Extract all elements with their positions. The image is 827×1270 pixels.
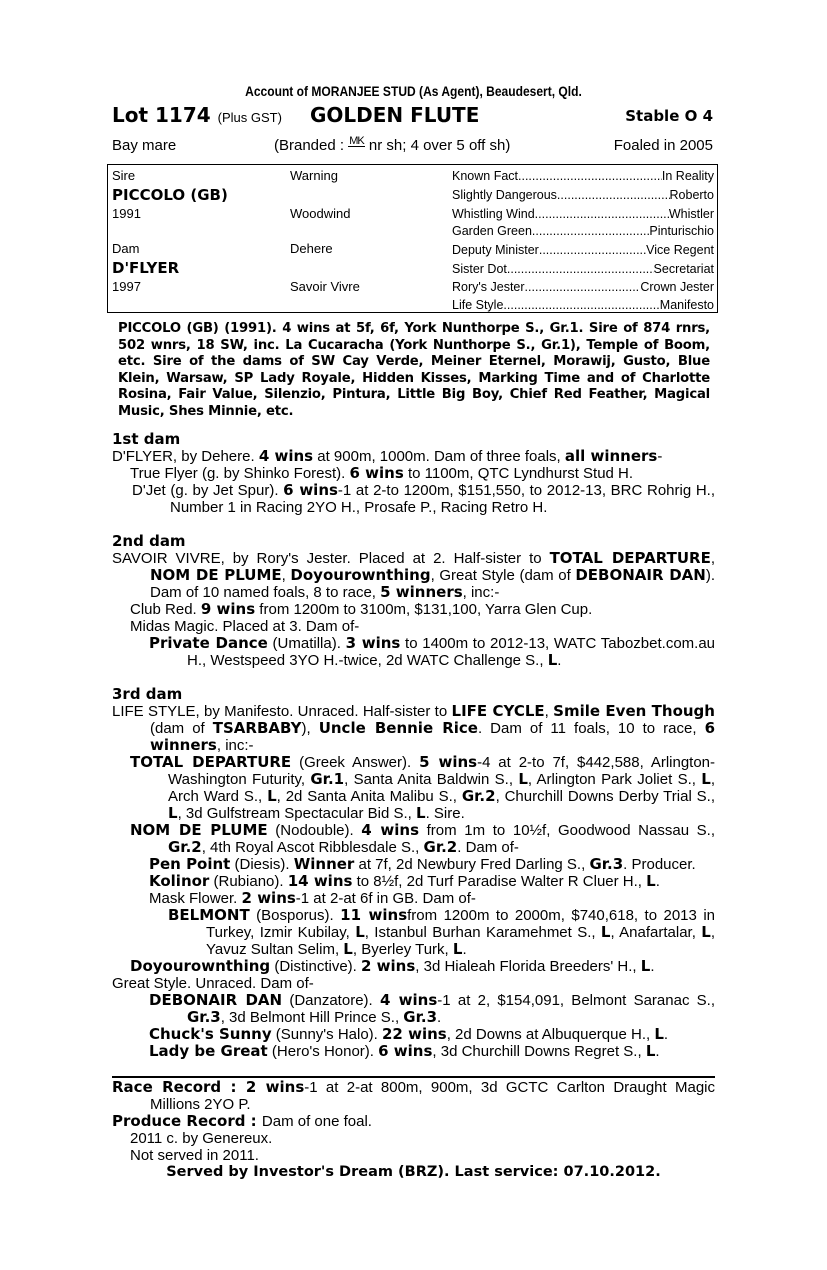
- progeny-entry: [149, 873, 715, 890]
- bold-text: BELMONT: [168, 906, 250, 924]
- bold-text: Gr.3: [403, 1008, 438, 1026]
- foaled-year: Foaled in 2005: [613, 137, 713, 154]
- bold-text: 4 wins: [379, 991, 438, 1009]
- bold-text: 22 wins: [382, 1025, 447, 1043]
- progeny-entry: [149, 635, 715, 669]
- text: D'Jet (g. by Jet Spur).: [132, 482, 284, 499]
- text: , 3d Hialeah Florida Breeders' H.,: [415, 958, 641, 975]
- bold-text: TOTAL DEPARTURE: [549, 549, 711, 567]
- bold-text: L: [654, 1025, 664, 1043]
- text: (Nodouble).: [267, 822, 362, 839]
- text: to 1400m to 2012-13, WATC Tabozbet.com.au H., Westspeed 3YO H.-twice, 2d WATC Challenge S.,: [187, 635, 716, 669]
- bold-text: L: [645, 1042, 656, 1060]
- lot-number: [112, 102, 282, 131]
- bold-text: Gr.2: [423, 838, 458, 856]
- pedigree-gen3-entry: [452, 222, 714, 240]
- bold-text: Chuck's Sunny: [149, 1025, 272, 1043]
- brand-prefix: (Branded :: [274, 137, 345, 154]
- gen3-parent: Crown Jester: [640, 280, 714, 294]
- text: SAVOIR VIVRE, by Rory's Jester. Placed at 2. Half-sister to: [112, 550, 550, 567]
- text: , 3d Belmont Hill Prince S.,: [220, 1009, 404, 1026]
- text: , inc:-: [216, 737, 254, 754]
- sire-year: 1991: [112, 206, 141, 221]
- bold-text: Gr.3: [187, 1008, 221, 1026]
- text: , 4th Royal Ascot Ribblesdale S.,: [201, 839, 424, 856]
- dot-leader: [539, 241, 646, 259]
- bold-text: Gr.2: [168, 838, 202, 856]
- text: from 1200m to 3100m, $131,100, Yarra Glen Cup.: [255, 601, 593, 618]
- race-record-wins: 2 wins: [245, 1078, 305, 1096]
- bold-text: Winner: [293, 855, 355, 873]
- bold-text: Lady be Great: [149, 1042, 268, 1060]
- bold-text: TSARBABY: [212, 719, 302, 737]
- progeny-entry: [130, 822, 715, 856]
- second-dam-heading: 2nd dam: [112, 532, 186, 550]
- pedigree-gen3-entry: [452, 296, 714, 314]
- dot-leader: [507, 260, 654, 278]
- dam-label: Dam: [112, 241, 140, 256]
- text: , Arch Ward S.,: [168, 771, 715, 805]
- text: .: [462, 941, 467, 958]
- progeny-entry: [149, 856, 715, 873]
- text: , 3d Gulfstream Spectacular Bid S.,: [177, 805, 417, 822]
- text: .: [557, 652, 562, 669]
- pedigree-gen3-entry: [452, 278, 714, 296]
- records-section: [112, 1079, 715, 1181]
- bold-text: L: [701, 923, 711, 941]
- dot-leader: [557, 186, 670, 204]
- bold-text: 5 winners: [380, 583, 463, 601]
- brand-mark-icon: MK: [349, 135, 364, 147]
- third-dam-section: [112, 686, 715, 1060]
- pedigree-dam-dam: Savoir Vivre: [290, 279, 360, 294]
- bold-text: Gr.3: [589, 855, 624, 873]
- gen3-name: Rory's Jester: [452, 280, 525, 294]
- bold-text: DEBONAIR DAN: [575, 566, 706, 584]
- gen3-parent: Pinturischio: [649, 224, 714, 238]
- produce-line: 2011 c. by Genereux.: [130, 1130, 273, 1147]
- text: LIFE STYLE, by Manifesto. Unraced. Half-sister to: [112, 703, 452, 720]
- text: -: [657, 448, 663, 465]
- first-dam-heading: 1st dam: [112, 430, 181, 448]
- text: , 2d Santa Anita Malibu S.,: [276, 788, 462, 805]
- pedigree-gen3-entry: [452, 186, 714, 204]
- dot-leader: [503, 296, 659, 314]
- bold-text: 6 winners: [150, 719, 715, 754]
- progeny-entry: [168, 907, 715, 958]
- text: , 2d Downs at Albuquerque H.,: [446, 1026, 655, 1043]
- third-dam-progeny: [112, 754, 715, 1060]
- text: . Producer.: [623, 856, 696, 873]
- bold-text: Private Dance: [149, 634, 268, 652]
- progeny-entry: [132, 482, 715, 516]
- text: . Dam of-: [457, 839, 519, 856]
- dam-year: 1997: [112, 279, 141, 294]
- text: Great Style. Unraced. Dam of-: [112, 975, 314, 992]
- text: , Arlington Park Joliet S.,: [527, 771, 702, 788]
- text: . Dam of 11 foals, 10 to race,: [477, 720, 705, 737]
- text: (Greek Answer).: [291, 754, 420, 771]
- text: -1 at 2, $154,091, Belmont Saranac S.,: [437, 992, 716, 1009]
- gen3-name: Garden Green: [452, 224, 532, 238]
- text: , 3d Churchill Downs Regret S.,: [432, 1043, 646, 1060]
- pedigree-gen3-entry: [452, 260, 714, 278]
- produce-record-text: Dam of one foal.: [261, 1113, 372, 1130]
- text: ). Dam of 10 named foals, 8 to race,: [150, 567, 715, 601]
- progeny-entry: [130, 601, 715, 618]
- produce-record-label: Produce Record :: [112, 1112, 262, 1130]
- horse-info-line: [112, 135, 715, 157]
- text: , Great Style (dam of: [430, 567, 576, 584]
- bold-text: 6 wins: [349, 464, 404, 482]
- progeny-entry: [149, 890, 715, 907]
- text: -4 at 2-to 7f, $442,588, Arlington-Washington Futurity,: [168, 754, 716, 788]
- vendor-line: Account of MORANJEE STUD (As Agent), Beaudesert, Qld.: [245, 83, 582, 99]
- text: at 900m, 1000m. Dam of three foals,: [313, 448, 565, 465]
- bold-text: Gr.2: [461, 787, 496, 805]
- progeny-entry: [149, 1026, 715, 1043]
- text: , inc:-: [462, 584, 500, 601]
- bold-text: 6 wins: [283, 481, 338, 499]
- third-dam-intro: [112, 703, 715, 754]
- text: Mask Flower.: [149, 890, 242, 907]
- text: , Byerley Turk,: [352, 941, 453, 958]
- stable-location: Stable O 4: [625, 107, 713, 125]
- brand-description: [274, 135, 510, 157]
- text: ,: [710, 550, 715, 567]
- text: ),: [301, 720, 319, 737]
- progeny-entry: [130, 754, 715, 822]
- text: (Umatilla).: [267, 635, 346, 652]
- progeny-entry: [130, 618, 715, 635]
- bold-text: NOM DE PLUME: [130, 821, 268, 839]
- sire-name: PICCOLO (GB): [112, 186, 228, 204]
- bold-text: L: [640, 957, 651, 975]
- text: D'FLYER, by Dehere.: [112, 448, 259, 465]
- gen3-name: Whistling Wind: [452, 207, 535, 221]
- gen3-parent: Whistler: [668, 207, 714, 221]
- gen3-parent: In Reality: [661, 169, 714, 183]
- bold-text: L: [355, 923, 365, 941]
- bold-text: 2 wins: [241, 889, 296, 907]
- text: .: [650, 958, 655, 975]
- sex-colour: Bay mare: [112, 137, 177, 154]
- pedigree-gen3-entry: [452, 167, 714, 185]
- text: . Sire.: [425, 805, 465, 822]
- bold-text: 2 wins: [361, 957, 416, 975]
- horse-name: GOLDEN FLUTE: [310, 103, 480, 127]
- text: True Flyer (g. by Shinko Forest).: [130, 465, 350, 482]
- bold-text: 4 wins: [258, 447, 314, 465]
- text: , Istanbul Burhan Karamehmet S.,: [364, 924, 601, 941]
- text: ,: [544, 703, 554, 720]
- text: Midas Magic. Placed at 3. Dam of-: [130, 618, 360, 635]
- text: (Diesis).: [230, 856, 294, 873]
- dot-leader: [535, 205, 669, 223]
- sire-biography: PICCOLO (GB) (1991). 4 wins at 5f, 6f, York Nunthorpe S., Gr.1. Sire of 874 rnrs, 502 wnrs, 18 SW, inc. La Cucaracha (York Nunthorpe S., Gr.1), Temple of Boom, etc. Sire of the dams of SW Cay Verde, Meiner Eternel, Morawij, Gusto, Blue Klein, Warsaw, SP Lady Royale, Hidden Kisses, Marking Time and of Charlotte Rosina, Fair Value, Silenzio, Pintura, Little Big Boy, Chief Red Feather, Magical Music, Shes Minnie, etc.: [118, 321, 710, 419]
- bold-text: Kolinor: [149, 872, 210, 890]
- progeny-entry: [130, 958, 715, 975]
- bold-text: Doyourownthing: [290, 566, 431, 584]
- gen3-name: Life Style: [452, 298, 504, 312]
- text: to 1100m, QTC Lyndhurst Stud H.: [403, 465, 634, 482]
- plus-gst: (Plus GST): [217, 110, 282, 125]
- progeny-entry: [149, 1043, 715, 1060]
- text: (Distinctive).: [270, 958, 362, 975]
- bold-text: L: [701, 770, 711, 788]
- second-dam-progeny: [112, 601, 715, 669]
- bold-text: Smile Even Though: [553, 702, 715, 720]
- text: , Santa Anita Baldwin S.,: [344, 771, 519, 788]
- race-record-text: -1 at 2-at 800m, 900m, 3d GCTC Carlton Draught Magic Millions 2YO P.: [150, 1079, 715, 1113]
- bold-text: all winners: [564, 447, 658, 465]
- brand-suffix: nr sh; 4 over 5 off sh): [368, 137, 511, 154]
- bold-text: L: [168, 804, 178, 822]
- pedigree-table: [107, 164, 718, 313]
- produce-line: Not served in 2011.: [130, 1147, 259, 1164]
- catalogue-page-header: [112, 82, 715, 157]
- text: (dam of: [150, 720, 213, 737]
- text: .: [663, 1026, 669, 1043]
- third-dam-heading: 3rd dam: [112, 685, 183, 703]
- bold-text: L: [646, 872, 656, 890]
- gen3-name: Slightly Dangerous: [452, 188, 557, 202]
- bold-text: L: [518, 770, 528, 788]
- dot-leader: [525, 278, 641, 296]
- lot-line: [112, 102, 715, 128]
- pedigree-sire-dam: Woodwind: [290, 206, 351, 221]
- first-dam-intro: [112, 448, 715, 465]
- text: -1 at 2-at 6f in GB. Dam of-: [295, 890, 476, 907]
- pedigree-gen3-entry: [452, 241, 714, 259]
- gen3-name: Deputy Minister: [452, 243, 539, 257]
- bold-text: 6 wins: [378, 1042, 433, 1060]
- bold-text: NOM DE PLUME: [150, 566, 282, 584]
- progeny-entry: [112, 975, 715, 992]
- bold-text: LIFE CYCLE: [451, 702, 545, 720]
- bold-text: Uncle Bennie Rice: [318, 719, 478, 737]
- progeny-entry: [149, 992, 715, 1026]
- bold-text: L: [600, 923, 611, 941]
- gen3-parent: Manifesto: [659, 298, 714, 312]
- text: , Anafartalar,: [610, 924, 702, 941]
- text: (Rubiano).: [209, 873, 288, 890]
- pedigree-sire-sire: Warning: [290, 168, 338, 183]
- race-record-label: Race Record :: [112, 1078, 246, 1096]
- text: , Churchill Downs Derby Trial S.,: [495, 788, 715, 805]
- bold-text: Doyourownthing: [130, 957, 271, 975]
- text: , Yavuz Sultan Selim,: [206, 924, 715, 958]
- sire-label: Sire: [112, 168, 136, 183]
- dam-name: D'FLYER: [112, 259, 180, 277]
- pedigree-dam-sire: Dehere: [290, 241, 333, 256]
- bold-text: L: [267, 787, 277, 805]
- bold-text: 11 wins: [340, 906, 408, 924]
- text: (Danzatore).: [282, 992, 380, 1009]
- lot-label: Lot 1174: [112, 103, 211, 127]
- text: at 7f, 2d Newbury Fred Darling S.,: [354, 856, 590, 873]
- text: Club Red.: [130, 601, 201, 618]
- progeny-entry: [130, 465, 715, 482]
- gen3-parent: Secretariat: [653, 262, 714, 276]
- second-dam-section: [112, 533, 715, 669]
- text: from 1m to 10½f, Goodwood Nassau S.,: [419, 822, 715, 839]
- second-dam-intro: [112, 550, 715, 601]
- bold-text: 9 wins: [200, 600, 256, 618]
- bold-text: 14 wins: [287, 872, 353, 890]
- gen3-parent: Vice Regent: [646, 243, 714, 257]
- bold-text: Pen Point: [149, 855, 231, 873]
- gen3-parent: Roberto: [669, 188, 714, 202]
- bold-text: L: [343, 940, 353, 958]
- race-record: [112, 1079, 715, 1113]
- text: from 1200m to 2000m, $740,618, to 2013 in Turkey, Izmir Kubilay,: [206, 907, 715, 941]
- bold-text: L: [547, 651, 558, 669]
- gen3-name: Sister Dot: [452, 262, 507, 276]
- text: to 8½f, 2d Turf Paradise Walter R Cluer H.,: [352, 873, 647, 890]
- text: (Hero's Honor).: [267, 1043, 379, 1060]
- text: (Bosporus).: [249, 907, 341, 924]
- pedigree-gen3-entry: [452, 205, 714, 223]
- text: ,: [281, 567, 291, 584]
- bold-text: 3 wins: [345, 634, 401, 652]
- text: .: [437, 1009, 442, 1026]
- text: .: [655, 1043, 660, 1060]
- bold-text: 5 wins: [419, 753, 478, 771]
- first-dam-section: [112, 431, 715, 516]
- bold-text: L: [452, 940, 463, 958]
- produce-record: [112, 1113, 715, 1130]
- bold-text: TOTAL DEPARTURE: [130, 753, 292, 771]
- bold-text: Gr.1: [310, 770, 345, 788]
- text: -1 at 2-to 1200m, $151,550, to 2012-13, BRC Rohrig H., Number 1 in Racing 2YO H., Prosafe P., Racing Retro H.: [170, 482, 715, 516]
- text: (Sunny's Halo).: [271, 1026, 382, 1043]
- service-note: Served by Investor's Dream (BRZ). Last service: 07.10.2012.: [166, 1164, 661, 1180]
- dot-leader: [518, 167, 662, 185]
- bold-text: DEBONAIR DAN: [149, 991, 283, 1009]
- dot-leader: [532, 222, 649, 240]
- gen3-name: Known Fact: [452, 169, 519, 183]
- bold-text: L: [416, 804, 426, 822]
- text: .: [655, 873, 660, 890]
- bold-text: 4 wins: [361, 821, 420, 839]
